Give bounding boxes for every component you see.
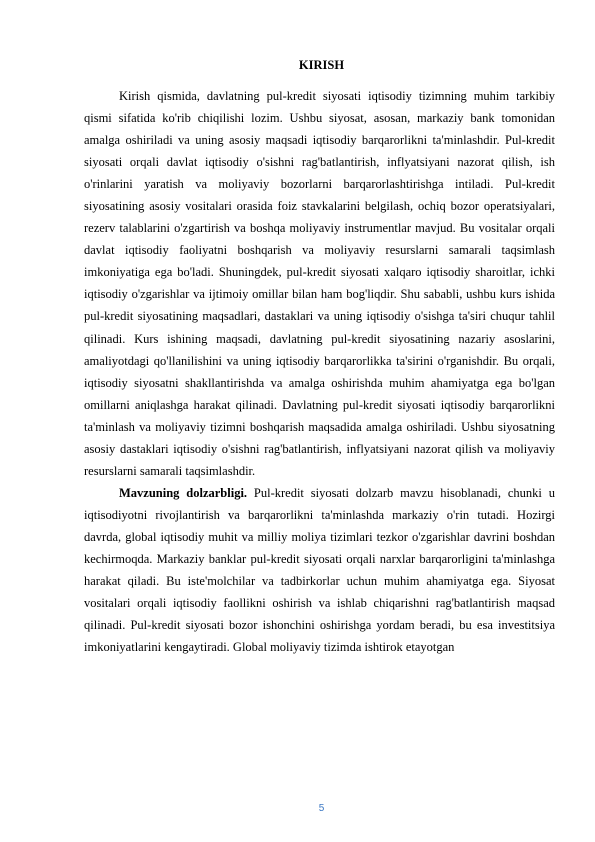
paragraph-intro — [84, 85, 555, 482]
page-number: 5 — [318, 803, 325, 814]
paragraph-relevance-lead: Mavzuning dolzarbligi. — [119, 485, 248, 500]
page-title: KIRISH — [298, 58, 345, 72]
body-text — [84, 85, 555, 658]
paragraph-relevance — [84, 482, 555, 658]
paragraph-intro-text: Kirish qismida, davlatning pul-kredit siyosati iqtisodiy tizimning muhim tarkibiy qismi sifatida ko'rib chiqilishi lozim. Ushbu siyosat, asosan, markaziy bank tomonidan amalga oshiriladi va uning asosiy maqsadi iqtisodiy barqarorlikni ta'minlashdir. Pul-kredit siyosati orqali davlat iqtisodiy o'sishni rag'batlantirish, inflyatsiyani nazorat qilish, ish o'rinlarini yaratish va moliyaviy bozorlarni barqarorlashtirishga intiladi. Pul-kredit siyosatining asosiy vositalari orasida foiz stavkalarini belgilash, ochiq bozor operatsiyalari, rezerv talablarini o'zgartirish va boshqa moliyaviy instrumentlar mavjud. Bu vositalar orqali davlat iqtisodiy faoliyatni boshqarish va moliyaviy resurslarni samarali taqsimlash imkoniyatiga ega bo'ladi. Shuningdek, pul-kredit siyosati xalqaro iqtisodiy sharoitlar, ichki iqtisodiy o'zgarishlar va ijtimoiy omillar bilan ham bog'liqdir. Shu sababli, ushbu kurs ishida pul-kredit siyosatining maqsadlari, dastaklari va uning iqtisodiy o'sishga ta'siri chuqur tahlil qilinadi. Kurs ishining maqsadi, davlatning pul-kredit siyosatining nazariy asoslarini, amaliyotdagi qo'llanilishini va uning iqtisodiy barqarorlikka ta'sirini o'rganishdir. Bu orqali, iqtisodiy siyosatni shakllantirishda va amalga oshirishda muhim ahamiyatga ega bo'lgan omillarni aniqlashga harakat qilinadi. Davlatning pul-kredit siyosati iqtisodiy barqarorlikni ta'minlash va moliyaviy tizimni boshqarish maqsadida amalga oshiriladi. Ushbu siyosatning asosiy dastaklari iqtisodiy o'sishni rag'batlantirish, inflyatsiyani nazorat qilish va moliyaviy resurslarni samarali taqsimlashdir. — [84, 89, 555, 478]
paragraph-relevance-text: Pul-kredit siyosati dolzarb mavzu hisoblanadi, chunki u iqtisodiyotni rivojlantirish va barqarorlikni ta'minlashda markaziy o'rin tutadi. Hozirgi davrda, global iqtisodiy muhit va milliy moliya tizimlari tezkor o'zgarishlar davrini boshdan kechirmoqda. Markaziy banklar pul-kredit siyosati orqali narxlar barqarorligini ta'minlashga harakat qiladi. Bu iste'molchilar va tadbirkorlar uchun muhim ahamiyatga ega. Siyosat vositalari orqali iqtisodiy faollikni oshirish va ishlab chiqarishni rag'batlantirish maqsad qilinadi. Pul-kredit siyosati bozor ishonchini oshirishga yordam beradi, bu esa investitsiya imkoniyatlarini kengaytiradi. Global moliyaviy tizimda ishtirok etayotgan — [84, 485, 555, 655]
